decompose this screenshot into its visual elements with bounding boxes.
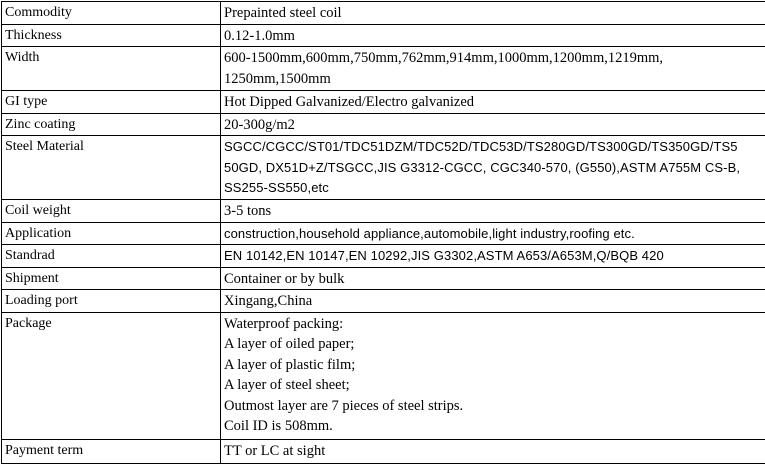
table-row-steel-material (2, 136, 765, 200)
row-value: construction,household appliance,automobile,light industry,roofing etc. (221, 222, 765, 245)
specification-table (1, 1, 765, 464)
value-line: SGCC/CGCC/ST01/TDC51DZM/TDC52D/TDC53D/TS280GD/TS300GD/TS350GD/TS5 (224, 139, 738, 154)
row-value: 0.12-1.0mm (221, 24, 765, 47)
row-label: Package (2, 312, 221, 439)
row-label: Zinc coating (2, 113, 221, 136)
row-label: Standrad (2, 245, 221, 268)
row-value: TT or LC at sight (221, 439, 765, 463)
table-row-width (2, 47, 765, 91)
row-value: Hot Dipped Galvanized/Electro galvanized (221, 91, 765, 114)
row-value (221, 136, 765, 200)
table-row-loading-port (2, 290, 765, 313)
table-row-standard (2, 245, 765, 268)
value-line: SS255-SS550,etc (224, 180, 329, 195)
value-line: A layer of plastic film; (224, 356, 356, 373)
value-line: Coil ID is 508mm. (224, 418, 333, 434)
value-line: Waterproof packing: (224, 315, 344, 332)
row-value: Prepainted steel coil (221, 2, 765, 25)
table-row-gi-type (2, 91, 765, 114)
table-row-coil-weight (2, 200, 765, 223)
table-row-payment-term (2, 439, 765, 463)
table-row-application (2, 222, 765, 245)
row-value: Container or by bulk (221, 267, 765, 290)
row-label: Coil weight (2, 200, 221, 223)
row-label: Shipment (2, 267, 221, 290)
row-value: Xingang,China (221, 290, 765, 313)
value-line: 600-1500mm,600mm,750mm,762mm,914mm,1000mm,1200mm,1219mm, (224, 50, 664, 66)
value-line: A layer of oiled paper; (224, 336, 355, 352)
row-label: Steel Material (2, 136, 221, 200)
table-row-shipment (2, 267, 765, 290)
table-row-thickness (2, 24, 765, 47)
row-label: Width (2, 47, 221, 91)
table-row-package (2, 312, 765, 439)
row-value (221, 312, 765, 439)
row-value: 20-300g/m2 (221, 113, 765, 136)
row-value: 3-5 tons (221, 200, 765, 223)
value-line: 1250mm,1500mm (224, 70, 331, 87)
row-label: Payment term (2, 439, 221, 463)
row-label: Loading port (2, 290, 221, 313)
value-line: A layer of steel sheet; (224, 377, 350, 393)
row-value (221, 47, 765, 91)
table-row-commodity (2, 2, 765, 25)
row-label: Application (2, 222, 221, 245)
row-value: EN 10142,EN 10147,EN 10292,JIS G3302,ASTM A653/A653M,Q/BQB 420 (221, 245, 765, 268)
value-line: Outmost layer are 7 pieces of steel strips. (224, 397, 464, 414)
table-row-zinc-coating (2, 113, 765, 136)
row-label: Thickness (2, 24, 221, 47)
value-line: 50GD, DX51D+Z/TSGCC,JIS G3312-CGCC, CGC340-570, (G550),ASTM A755M CS-B, (224, 159, 741, 175)
row-label: GI type (2, 91, 221, 114)
row-label: Commodity (2, 2, 221, 25)
